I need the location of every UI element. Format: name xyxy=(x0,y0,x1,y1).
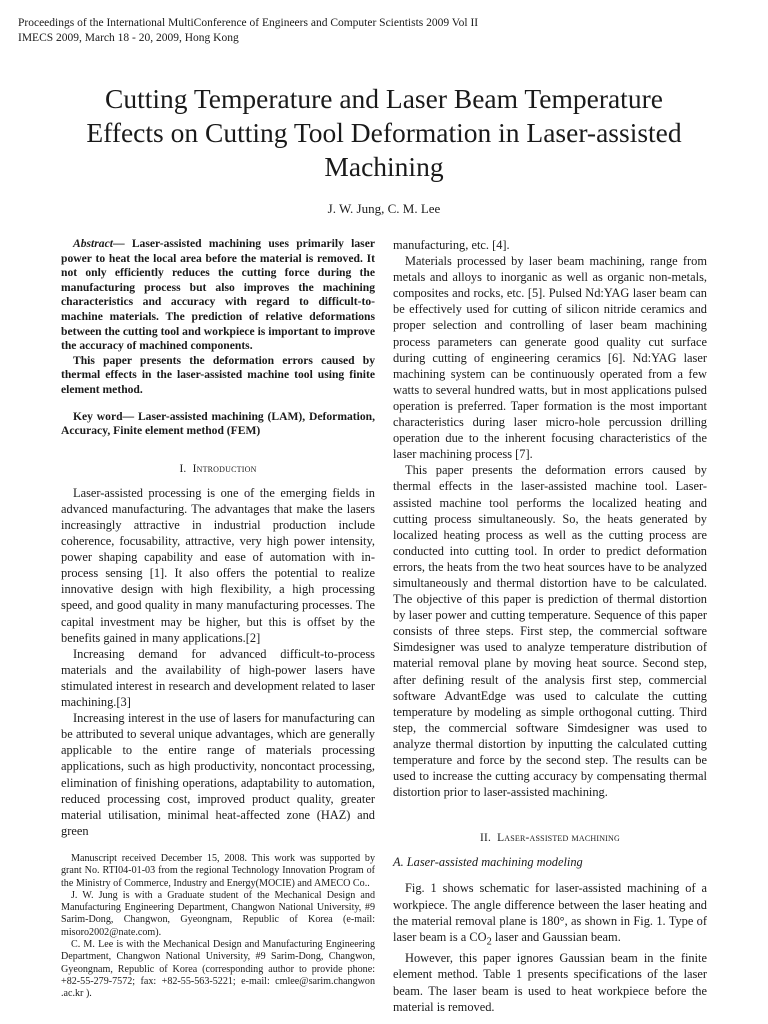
abstract-text-2: This paper presents the deformation errors caused by thermal effects in the laser-assisted machine tool using finite element method. xyxy=(61,353,375,396)
footnotes xyxy=(61,853,375,1001)
proceedings-line: Proceedings of the International MultiConference of Engineers and Computer Scientists 2009 Vol II xyxy=(18,17,479,29)
section-number: I. xyxy=(179,462,187,475)
intro-paragraph-1: Laser-assisted processing is one of the emerging fields in advanced manufacturing. The advantages that make the lasers increasingly attractive in industrial production include coherence, focusability, attractive, very high power intensity, power shaping capability and ease of automation with in-process sensing [1]. It also offers the potential to realize innovative design with high flexibility, a high processing speed, and good quality in many manufacturing processes. The capital investment may be higher, but this is offset by the benefits gained in many applications.[2] xyxy=(61,485,375,645)
paper-authors: J. W. Jung, C. M. Lee xyxy=(327,201,441,216)
subsection-heading: A. Laser-assisted machining modeling xyxy=(393,855,583,870)
left-column xyxy=(61,237,375,839)
lam-paragraph-2: However, this paper ignores Gaussian beam in the finite element method. Table 1 presents specifications of the laser beam. The laser beam is used to heat workpiece before the material is removed. xyxy=(393,951,707,1014)
body-paragraph-objective: This paper presents the deformation errors caused by thermal effects in the laser-assisted machine tool. Laser-assisted machine tool performs the localized heating and cutting process simultaneously. So, the heats generated by localized heating process as well as the cutting process are conducted into cutting tool. In order to predict deformation errors, the heats from the two heat sources have to be analyzed simultaneously and thermal distortion have to be calculated. The objective of this paper is prediction of thermal distortion by laser power and cutting temperature. Sequence of this paper consists of three steps. First step, the commercial software Simdesigner was used to analyze temperature distribution of material removal plane by moving heat source. Second step, after defining result of the analysis first step, commercial software AdvantEdge was used to calculate the cutting temperature by modeling as simple orthogonal cutting. Third step, the commercial software Simdesigner was used to analyze thermal distortion by inputting the calculated cutting temperature and force by the second step. The results can be used to increase the cutting accuracy by compensating thermal distortion prior to laser-assisted machining. xyxy=(393,463,707,800)
keywords: Key word— Laser-assisted machining (LAM), Deformation, Accuracy, Finite element method (FEM) xyxy=(61,409,375,438)
footnote-2: J. W. Jung is with a Graduate student of the Mechanical Design and Manufacturing Engineering Department, Changwon National University, #9 Sarim-Dong, Changwon, Gyeongnam, Republic of Korea (e-mail: misoro2002@nate.com). xyxy=(61,889,375,938)
continuation-text: manufacturing, etc. [4]. xyxy=(393,238,510,252)
right-column xyxy=(393,237,707,1015)
section-heading-introduction xyxy=(61,461,375,477)
abstract-dash: — xyxy=(112,237,132,250)
lam-paragraph-1-a: Fig. 1 shows schematic for laser-assisted machining of a workpiece. The angle difference between the laser heating and the material removal plane is 180°, as shown in Fig. 1. Type of laser beam is a CO xyxy=(393,881,707,944)
co2-subscript: 2 xyxy=(486,936,492,948)
body-paragraph-materials: Materials processed by laser beam machining, range from metals and alloys to inorganic as well as organic non-metals, composites and rocks, etc. [5]. Pulsed Nd:YAG laser beam can be effectively used for cutting of silicon nitride ceramics and proper selection and controlling of laser beam machining process parameters can generate good quality cut surface during cutting of engineering ceramics [6]. Nd:YAG laser machining system can be continuously operated from a few watts to several hundred watts, but in most applications pulsed operation is preferred. Taper formation is the most important characteristics during laser micro-hole percussion drilling operation due to the inherent focusing characteristics of the laser machining process [7]. xyxy=(393,254,707,462)
section-number: II. xyxy=(479,832,492,845)
lam-paragraph-1-b: laser and Gaussian beam. xyxy=(491,929,621,944)
paper-title: Cutting Temperature and Laser Beam Temperature Effects on Cutting Tool Deformation in Laser-assisted Machining xyxy=(86,83,682,182)
page-header xyxy=(18,16,478,46)
abstract-label: Abstract xyxy=(73,237,113,250)
abstract-text: Laser-assisted machining uses primarily laser power to heat the local area before the material is removed. It not only efficiently reduces the cutting force during the manufacturing process but also improves the machining characteristics and accuracy with regard to difficult-to-machine materials. The prediction of relative deformations between the cutting tool and workpiece is important to improve the accuracy of machined components. xyxy=(61,237,375,353)
intro-paragraph-3: Increasing interest in the use of lasers for manufacturing can be attributed to several unique advantages, which are generally applicable to the entire range of materials processing applications, such as high productivity, noncontact processing, elimination of finishing operations, adaptability to automation, reduced processing cost, improved product quality, greater material utilisation, minimal heat-affected zone (HAZ) and green xyxy=(61,711,375,838)
conference-line: IMECS 2009, March 18 - 20, 2009, Hong Kong xyxy=(18,32,239,44)
section-heading-lam xyxy=(393,830,707,846)
abstract xyxy=(61,237,375,354)
footnote-3: C. M. Lee is with the Mechanical Design and Manufacturing Engineering Department, Changwon National University, #9 Sarim-Dong, Changwon, Gyeongnam, Republic of Korea (corresponding author to provide phone: +82-55-279-7572; fax: +82-55-563-5221; e-mail: cmlee@sarim.changwon .ac.kr ). xyxy=(61,939,375,1000)
section-title: Introduction xyxy=(192,462,257,475)
intro-paragraph-2: Increasing demand for advanced difficult-to-process materials and the availability of high-power lasers have stimulated interest in research and development related to laser machining.[3] xyxy=(61,646,375,710)
lam-paragraph-1 xyxy=(393,880,707,950)
section-title: Laser-assisted machining xyxy=(497,832,620,845)
footnote-1: Manuscript received December 15, 2008. This work was supported by grant No. RTI04-01-03 from the regional Technology Innovation Program of the Ministry of Commerce, Industry and Energy(MOCIE) and AMECO Co.. xyxy=(61,853,375,889)
